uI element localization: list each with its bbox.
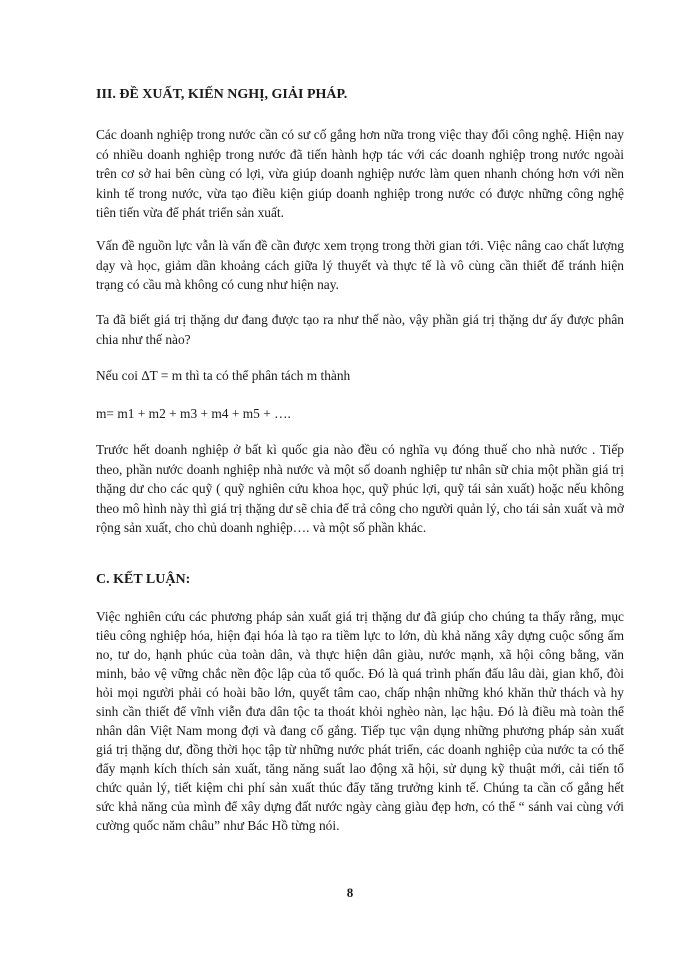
- formula-line: m= m1 + m2 + m3 + m4 + m5 + ….: [96, 406, 291, 421]
- paragraph-formula-intro: Nếu coi ∆T = m thì ta có thể phân tách m thành: [96, 368, 351, 383]
- section-heading-conclusion: C. KẾT LUẬN:: [96, 572, 191, 587]
- page-number: 8: [346, 885, 354, 900]
- paragraph-conclusion: Việc nghiên cứu các phương pháp sản xuất giá trị thặng dư đã giúp cho chúng ta thấy rằng, mục tiêu công nghiệp hóa, hiện đại hóa là tạo ra tiềm lực to lớn, dù khả năng xây dựng cuộc sống ấm no, tư do, hạnh phúc của toàn dân, và thực hiện dân giàu, nước mạnh, xã hội công bằng, văn minh, bảo vệ vững chắc nền độc lập của tổ quốc. Đó là quá trình phấn đấu lâu dài, gian khổ, đòi hỏi mọi người phải có hoài bão lớn, quyết tâm cao, chấp nhận những khó khăn thử thách và hy sinh cần thiết để vĩnh viễn đưa dân tộc ta thoát khỏi nghèo nàn, lạc hậu. Đó là điều mà toàn thể nhân dân Việt Nam mong đợi và đang cố gắng. Tiếp tục vận dụng những phương pháp sản xuất giá trị thặng dư, đồng thời học tập từ những nước phát triển, các doanh nghiệp của nước ta có thể đẩy mạnh kích thích sản xuất, tăng năng suất lao động xã hội, sử dụng kỹ thuật mới, cải tiến tổ chức quản lý, tiết kiệm chi phí sản xuất thúc đẩy tăng trưởng kinh tế. Chúng ta cần cố gắng hết sức khả năng của mình để xây dựng đất nước ngày càng giàu đẹp hơn, có thể “ sánh vai cùng với cường quốc năm châu” như Bác Hồ từng nói.: [96, 609, 624, 833]
- paragraph-technology: Các doanh nghiệp trong nước cần có sư cố gắng hơn nữa trong việc thay đổi công nghệ. Hiện nay có nhiều doanh nghiệp trong nước đã tiến hành hợp tác với các doanh nghiệp trong nước ngoài trên cơ sở hai bên cùng có lợi, vừa giúp doanh nghiệp nước làm quen nhanh chóng hơn với nền kinh tế trong nước, vừa tạo điều kiện giúp doanh nghiệp trong nước có được những công nghệ tiên tiến vừa để phát triển sản xuất.: [96, 127, 624, 221]
- paragraph-surplus-question: Ta đã biết giá trị thặng dư đang được tạo ra như thế nào, vậy phần giá trị thặng dư ấy được phân chia như thế nào?: [96, 312, 624, 347]
- section-heading-recommendations: III. ĐỀ XUẤT, KIẾN NGHỊ, GIẢI PHÁP.: [96, 87, 348, 102]
- paragraph-human-resources: Vấn đề nguồn lực vẫn là vấn đề cần được xem trọng trong thời gian tới. Việc nâng cao chất lượng dạy và học, giảm dần khoảng cách giữa lý thuyết và thực tế là vô cùng cần thiết để tránh hiện trạng có cầu mà không có cung như hiện nay.: [96, 238, 624, 293]
- paragraph-distribution: Trước hết doanh nghiệp ở bất kì quốc gia nào đều có nghĩa vụ đóng thuế cho nhà nước . Tiếp theo, phần nước doanh nghiệp nhà nước và một số doanh nghiệp tư nhân sữ chia một phần giá trị thặng dư cho các quỹ ( quỹ nghiên cứu khoa học, quỹ phúc lợi, quỹ tái sản xuất) hoặc nếu không theo mô hình này thì giá trị thặng dư sẽ chia để trả công cho người quản lý, cho tái sản xuất và mở rộng sản xuất, cho chủ doanh nghiệp…. và một số phần khác.: [96, 442, 624, 536]
